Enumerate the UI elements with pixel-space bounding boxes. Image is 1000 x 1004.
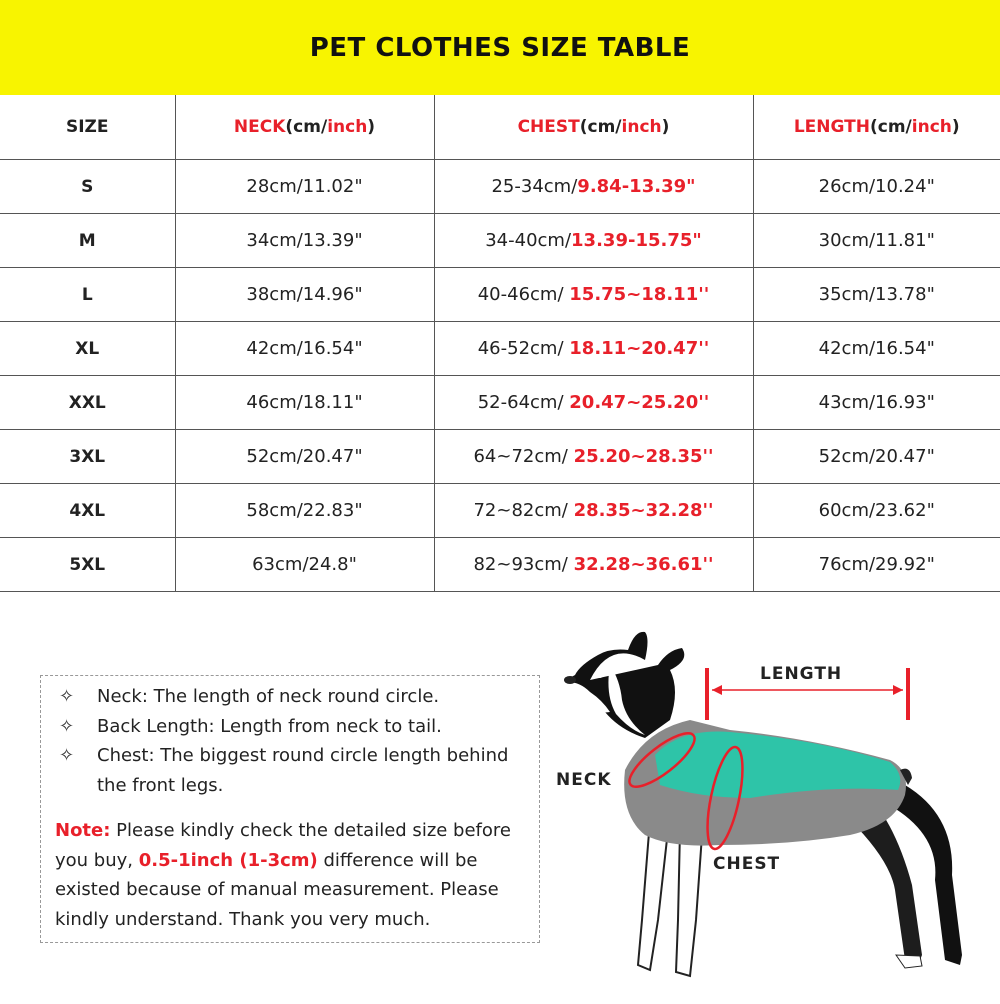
page-title: PET CLOTHES SIZE TABLE (309, 32, 691, 63)
header-length-unit: inch (911, 117, 952, 137)
size-table (0, 95, 1000, 592)
header-chest-name: CHEST (517, 117, 580, 137)
note-text-2: difference will be existed because of manual measurement. Please kindly understand. Thank you very much. (55, 849, 499, 930)
definition-item (55, 682, 525, 712)
cell-chest (434, 214, 753, 268)
cell-chest-cm: 52-64cm/ (477, 392, 570, 413)
coat-teal-panel (655, 731, 900, 798)
cell-chest-inch: 18.11~20.47'' (569, 338, 710, 359)
header-chest (434, 95, 753, 160)
cell-chest (434, 268, 753, 322)
header-length (753, 95, 1000, 160)
dog-nose (564, 676, 576, 684)
header-neck-unit: inch (327, 117, 368, 137)
definition-text: Neck: The length of neck round circle. (97, 686, 440, 707)
header-size: SIZE (0, 95, 175, 160)
cell-length: 60cm/23.62" (753, 484, 1000, 538)
sparkle-bullet-icon: ✧ (59, 715, 75, 737)
cell-size: M (0, 214, 175, 268)
note-paragraph (55, 816, 525, 934)
dog-measurement-figure (550, 620, 1000, 1000)
sparkle-bullet-icon: ✧ (59, 686, 75, 707)
table-row (0, 484, 1000, 538)
cell-length: 52cm/20.47" (753, 430, 1000, 484)
cell-chest (434, 160, 753, 214)
definition-text: Chest: The biggest round circle length behind the front legs. (97, 745, 509, 796)
cell-chest-cm: 72~82cm/ (473, 500, 574, 521)
dog-eye (597, 672, 603, 678)
table-row (0, 430, 1000, 484)
hind-paw (896, 955, 922, 968)
hind-leg-left (850, 810, 922, 965)
cell-chest-inch: 20.47~25.20'' (569, 392, 710, 413)
header-length-name: LENGTH (793, 117, 870, 137)
cell-chest-inch: 9.84-13.39" (577, 176, 696, 197)
cell-chest (434, 430, 753, 484)
note-text-1: Please kindly check the detailed size before you buy, (55, 820, 511, 871)
cell-length: 35cm/13.78" (753, 268, 1000, 322)
header-chest-unit: inch (621, 117, 662, 137)
cell-length: 30cm/11.81" (753, 214, 1000, 268)
cell-length: 26cm/10.24" (753, 160, 1000, 214)
note-highlight: 0.5-1inch (1-3cm) (138, 849, 318, 871)
cell-size: L (0, 268, 175, 322)
cell-neck: 28cm/11.02" (175, 160, 434, 214)
header-chest-open: (cm/ (579, 117, 622, 137)
cell-chest-inch: 28.35~32.28'' (573, 500, 714, 521)
header-chest-close: ) (661, 117, 670, 137)
table-row (0, 268, 1000, 322)
cell-chest-cm: 82~93cm/ (473, 554, 574, 575)
cell-length: 76cm/29.92" (753, 538, 1000, 592)
cell-neck: 42cm/16.54" (175, 322, 434, 376)
cell-size: XXL (0, 376, 175, 430)
header-neck-close: ) (367, 117, 376, 137)
definition-item (55, 712, 525, 742)
cell-chest-cm: 64~72cm/ (473, 446, 574, 467)
definition-text: Back Length: Length from neck to tail. (97, 715, 442, 737)
cell-chest-inch: 25.20~28.35'' (573, 446, 714, 467)
cell-length: 42cm/16.54" (753, 322, 1000, 376)
cell-length: 43cm/16.93" (753, 376, 1000, 430)
cell-chest-inch: 15.75~18.11'' (569, 284, 710, 305)
table-row (0, 160, 1000, 214)
cell-neck: 63cm/24.8" (175, 538, 434, 592)
front-leg-left (638, 820, 668, 970)
cell-chest (434, 538, 753, 592)
title-banner (0, 0, 1000, 95)
cell-neck: 58cm/22.83" (175, 484, 434, 538)
cell-chest-cm: 46-52cm/ (477, 338, 570, 359)
cell-neck: 38cm/14.96" (175, 268, 434, 322)
header-neck (175, 95, 434, 160)
table-row (0, 214, 1000, 268)
note-label: Note: (55, 820, 111, 841)
neck-label: NECK (556, 770, 612, 790)
sparkle-bullet-icon: ✧ (59, 745, 75, 766)
cell-chest (434, 484, 753, 538)
cell-chest-inch: 13.39-15.75" (571, 230, 702, 251)
cell-chest-inch: 32.28~36.61'' (573, 554, 714, 575)
cell-chest-cm: 40-46cm/ (477, 284, 570, 305)
table-row (0, 538, 1000, 592)
cell-size: 4XL (0, 484, 175, 538)
table-row (0, 376, 1000, 430)
cell-size: 5XL (0, 538, 175, 592)
cell-neck: 34cm/13.39" (175, 214, 434, 268)
cell-size: S (0, 160, 175, 214)
cell-chest (434, 376, 753, 430)
length-label: LENGTH (760, 664, 843, 684)
cell-chest (434, 322, 753, 376)
table-header-row (0, 95, 1000, 160)
cell-neck: 52cm/20.47" (175, 430, 434, 484)
header-neck-open: (cm/ (285, 117, 328, 137)
cell-chest-cm: 34-40cm/ (485, 230, 572, 251)
header-neck-name: NECK (233, 117, 286, 137)
table-row (0, 322, 1000, 376)
chest-label: CHEST (713, 854, 781, 874)
cell-size: XL (0, 322, 175, 376)
arrow-right-icon (893, 685, 903, 695)
cell-neck: 46cm/18.11" (175, 376, 434, 430)
arrow-left-icon (712, 685, 722, 695)
header-length-open: (cm/ (869, 117, 912, 137)
front-leg-right (676, 830, 702, 976)
cell-size: 3XL (0, 430, 175, 484)
cell-chest-cm: 25-34cm/ (491, 176, 578, 197)
notes-box (40, 675, 540, 943)
definition-item (55, 741, 525, 800)
header-length-close: ) (951, 117, 960, 137)
